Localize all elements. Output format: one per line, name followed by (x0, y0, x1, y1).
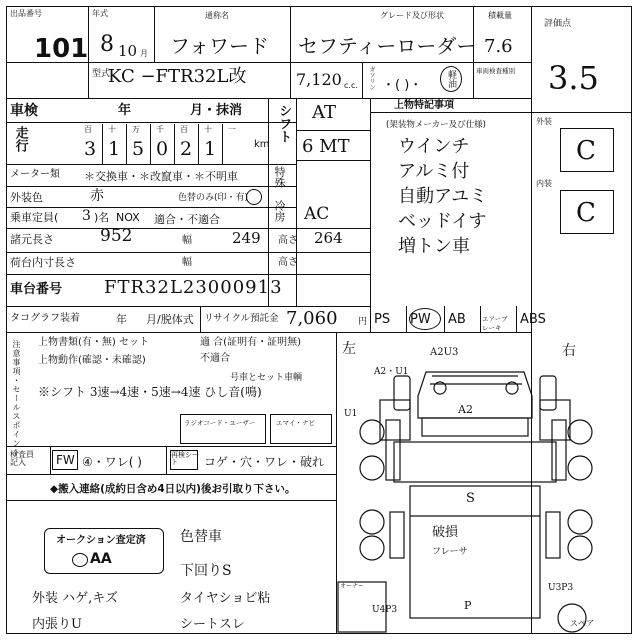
body-line: 上物動作(確認・未確認) (38, 355, 146, 366)
nox-options: 適合・不適合 (154, 213, 220, 226)
cargo-label: 荷台内寸長さ (10, 256, 76, 269)
rule (200, 306, 201, 332)
inspect-label: 検査員記入 (10, 450, 34, 467)
fw-label: FW (56, 453, 75, 467)
model-value: KC −FTR32L改 (108, 66, 247, 87)
docs-opts-top: 適 合(証明有・証明無) (200, 337, 301, 348)
mileage-digit: 1 (204, 138, 217, 160)
recycle-label: リサイクル預託金 (204, 313, 279, 324)
lot-number: 101 (34, 34, 89, 64)
color-label: 外装色 (10, 191, 43, 204)
mileage-label: 走行 (12, 126, 28, 152)
auction-label: オークション査定済 (56, 535, 146, 546)
notes-line: ウインチ (398, 136, 470, 157)
cc-value: 7,120 (296, 70, 342, 89)
aucnet-logo: AA (90, 551, 112, 567)
mt-value: 6 MT (302, 136, 350, 157)
equipment-2: AB (448, 312, 466, 327)
mileage-unit-label: 万 (132, 125, 140, 134)
mileage-unit-label: 一 (228, 125, 236, 134)
model-label: 型式 (92, 69, 111, 79)
mileage-digit: 1 (108, 138, 121, 160)
mileage-unit-label: 百 (84, 125, 92, 134)
score-value: 3.5 (548, 59, 599, 97)
rule (102, 124, 103, 164)
color-change: 色替のみ(印・有) (178, 193, 249, 203)
rule (362, 62, 363, 98)
margin-note-2: 下回りS (180, 563, 232, 579)
year-label: 年式 (92, 9, 108, 18)
notes-header: 上物特記事項 (394, 100, 454, 111)
grade-value: セフティーローダー (298, 34, 477, 58)
notes-line: ベッドイす (398, 211, 487, 232)
radio-box2-label: エマイ・ナビ (276, 419, 315, 427)
shaken-label: 車検 (10, 103, 38, 119)
rule (6, 252, 370, 253)
mileage-unit-label: 十 (108, 125, 116, 134)
trans-prefix: シフト (276, 104, 292, 143)
meter-options: ＊交換車・＊改竄車・＊不明車 (84, 170, 238, 183)
chassis-value: FTR32L23000913 (104, 277, 283, 298)
fuel-circled: 軽油 (446, 70, 456, 88)
lot-label: 出品番号 (10, 9, 42, 18)
rule (6, 164, 296, 165)
ac-label: 冷房 (273, 200, 286, 222)
tacho-label: タコグラフ装着 (10, 313, 80, 324)
margin-note-1: 色替車 (180, 529, 222, 545)
capacity-label: 乗車定員( (10, 211, 59, 224)
exterior-label: 外装 (536, 117, 552, 126)
nox-label: NOX (116, 211, 140, 224)
cargo-width: 幅 (182, 257, 192, 268)
rule (50, 446, 51, 474)
rule (6, 446, 336, 447)
mileage-digit: 2 (180, 138, 193, 160)
rule (126, 124, 127, 164)
fuel-value: ・( )・ (382, 78, 423, 93)
mileage-digit: 3 (84, 138, 97, 160)
height-value: 264 (314, 229, 343, 247)
ac-value: AC (304, 204, 330, 224)
rule (150, 124, 151, 164)
grade-label: グレード及び形状 (380, 11, 444, 20)
diagram-label: 破損 (432, 525, 459, 540)
sheet-options: コゲ・穴・ワレ・破れ (204, 455, 325, 469)
rule (6, 186, 296, 187)
lower-vertical-label: 注意事項・セールスポイント (12, 340, 21, 457)
diagram-label: A2U3 (430, 347, 459, 358)
rule (154, 6, 155, 62)
recycle-unit: 円 (358, 317, 368, 327)
shaken-year: 年 (118, 103, 132, 118)
memo-handwritten: ※シフト 3速→4速・5速→4速 ひし音(鳴) (38, 385, 262, 399)
pw-circle (409, 308, 441, 330)
chassis-label: 車台番号 (10, 282, 63, 297)
capacity-value: 3 (82, 208, 91, 224)
width-label: 幅 (182, 235, 192, 246)
rule (290, 6, 291, 98)
mileage-digit: 0 (156, 138, 169, 160)
fw-options: ④・ワレ( ) (82, 455, 142, 469)
owner-label: オーナー (340, 583, 365, 590)
rule (6, 474, 336, 475)
capacity-suffix: )名 (94, 211, 110, 224)
rule (6, 122, 296, 123)
equipment-1: PW (410, 312, 431, 327)
rule (406, 306, 407, 332)
tacho-year: 年 (116, 313, 127, 326)
month-value: 10 (118, 42, 138, 60)
docs-opts-bot: 不適合 (200, 353, 230, 364)
rule (473, 6, 474, 98)
truck-diagram (336, 336, 632, 634)
notes-line: 増トン車 (398, 236, 470, 257)
color-change-circle (246, 189, 262, 205)
height-label: 高さ (278, 235, 298, 246)
rule (222, 124, 223, 164)
cc-unit: c.c. (344, 81, 358, 90)
diagram-label: A2 (458, 403, 473, 416)
rule (370, 112, 531, 113)
docs-line: 上物書類(有・無) セット (38, 337, 149, 348)
color-value: 赤 (90, 188, 104, 204)
rule (370, 98, 371, 306)
score-label: 評価点 (544, 19, 572, 29)
rule (6, 274, 370, 275)
margin-note-3: 外装 ハゲ,キズ (32, 591, 119, 606)
interior-label: 内装 (536, 179, 552, 188)
rule (6, 207, 296, 208)
month-suffix: 月 (140, 49, 148, 58)
name-value: フォワード (170, 34, 269, 58)
seats-label: 積載量 (488, 11, 512, 20)
mileage-unit-label: 千 (156, 125, 164, 134)
diagram-label: スペア (570, 619, 594, 628)
margin-note-4: タイヤショビ粘 (180, 591, 271, 606)
diagram-label: U4P3 (372, 605, 398, 615)
rule (296, 130, 370, 131)
at-value: AT (312, 102, 337, 123)
rule (174, 124, 175, 164)
width-value: 249 (232, 229, 261, 247)
recycle-value: 7,060 (286, 308, 338, 329)
sheet-label: 再検シート (171, 451, 199, 466)
notes-line: 自動アユミ (398, 186, 488, 207)
rule (480, 306, 481, 332)
notes-line: アルミ付 (398, 161, 470, 182)
diagram-right-mark: 右 (562, 343, 576, 359)
rule (444, 306, 445, 332)
rule (516, 306, 517, 332)
inspection-class-label: 車両検査種別 (476, 67, 515, 75)
length-value: 952 (100, 226, 133, 246)
diagram-label: A2・U1 (374, 367, 409, 377)
equipment-3: エアーブレーキ (482, 315, 508, 332)
cargo-height: 高さ (278, 257, 298, 268)
diagram-label: U1 (344, 409, 358, 419)
special-label: 特殊 (273, 166, 286, 188)
equipment-4: ABS (520, 312, 546, 327)
length-label: 諸元長さ (10, 233, 54, 246)
diagram-label: フレーサ (432, 547, 468, 557)
equipment-0: PS (374, 312, 391, 327)
rule (198, 124, 199, 164)
margin-note-6: シートスレ (180, 617, 245, 632)
mileage-unit-label: 十 (204, 125, 212, 134)
rule (296, 160, 370, 161)
meter-label: メーター類 (10, 169, 60, 180)
fuel-label: ガソリン (368, 66, 375, 90)
seats-value: 7.6 (484, 36, 513, 57)
name-label: 通称名 (205, 11, 229, 20)
notice-line: ◆搬入連絡(成約日含め4日以内)後お引取り下さい。 (50, 483, 296, 495)
exterior-value: C (576, 136, 596, 166)
diagram-label: U3P3 (548, 583, 574, 593)
diagram-label: S (466, 491, 475, 506)
rule (531, 112, 632, 113)
mileage-unit-label: 百 (180, 125, 188, 134)
rule (370, 306, 371, 332)
diagram-left-mark: 左 (342, 341, 356, 357)
rule (166, 446, 167, 474)
rule (6, 332, 531, 333)
aucnet-logo-mark (72, 553, 88, 567)
year-value: 8 (100, 32, 114, 57)
interior-value: C (576, 198, 596, 228)
radio-box-label: ラジオコード・ユーザー (184, 419, 256, 427)
km-label: km (254, 139, 270, 150)
mileage-digit: 5 (132, 138, 145, 160)
diagram-label: P (464, 599, 472, 612)
notes-maker-header: (架装物メーカー及び仕様) (386, 120, 486, 130)
shaken-month: 月・抹消 (190, 103, 243, 118)
tacho-month: 月/脱体式 (146, 313, 194, 326)
set-line: 号車とセット車輌 (230, 373, 303, 383)
margin-note-5: 内張りU (32, 617, 82, 632)
rule (6, 306, 370, 307)
rule (6, 500, 336, 501)
